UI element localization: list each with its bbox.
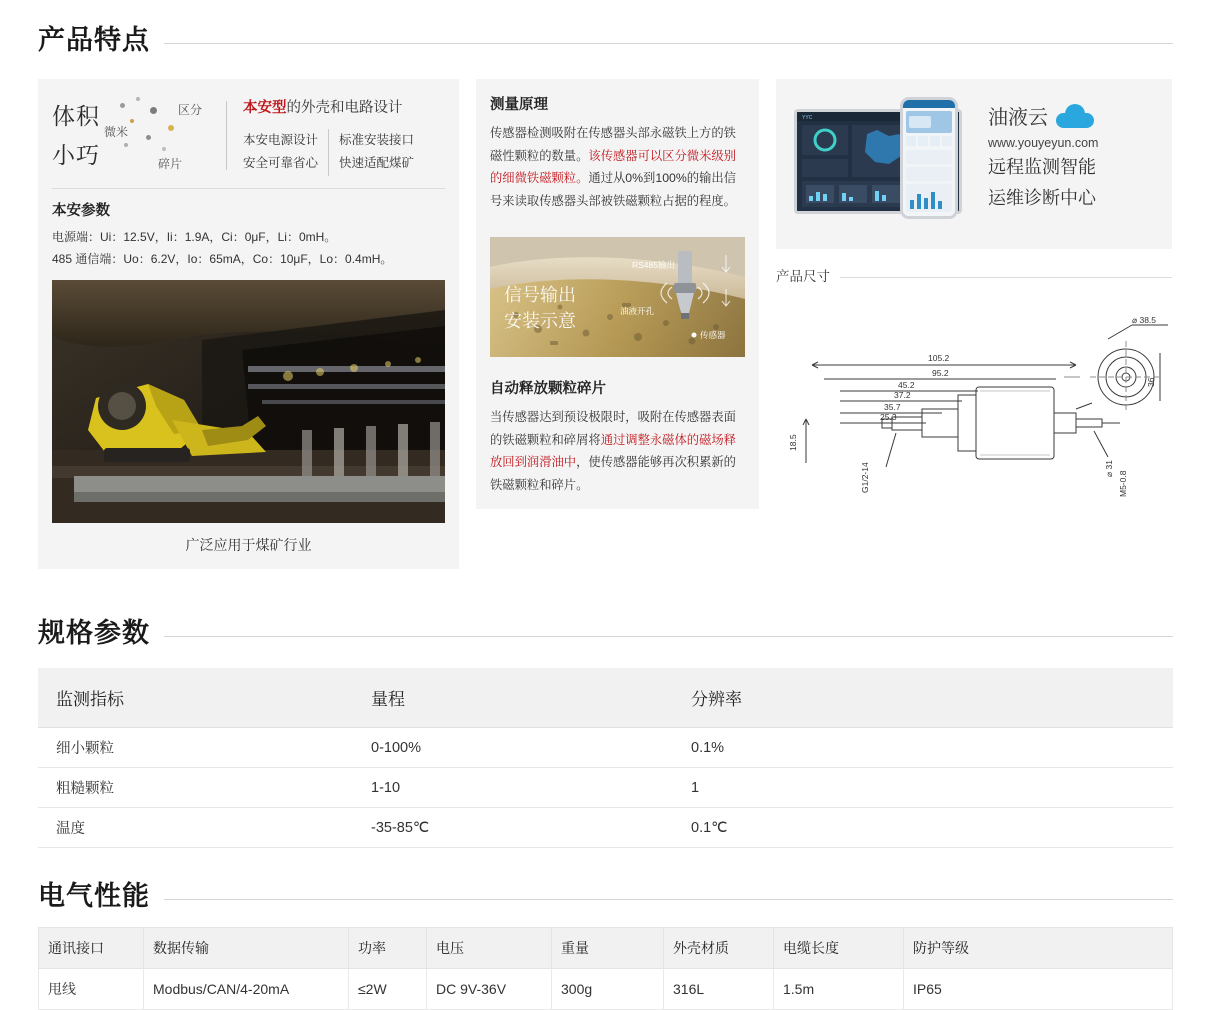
table-row — [38, 728, 1173, 768]
dim-95-2: 95.2 — [932, 368, 949, 378]
elec-col-material: 外壳材质 — [664, 928, 774, 969]
overlay-line1: 信号输出 — [504, 284, 576, 305]
table-row — [38, 808, 1173, 848]
section-header-specs — [0, 611, 1211, 650]
title-rest: 的外壳和电路设计 — [286, 100, 403, 116]
table-header-row — [39, 928, 1173, 969]
cloud-text-block — [988, 79, 1098, 249]
cloud-desc-line1: 远程监测智能 — [988, 157, 1096, 177]
auto-release-highlight: 通过调整永磁体的磁场释放回到润滑油中 — [490, 432, 736, 470]
cloud-icon — [1056, 104, 1094, 128]
cell-power: ≤2W — [349, 969, 427, 1010]
card-measurement-principle — [476, 79, 759, 509]
dim-31: ⌀ 31 — [1104, 460, 1114, 477]
cell-resolution: 0.1℃ — [673, 808, 1173, 848]
particle-illustration — [104, 95, 216, 171]
cell-transmission: Modbus/CAN/4-20mA — [144, 969, 349, 1010]
params-line-485: 485 通信端：Uo：6.2V，Io：65mA，Co：10μF，Lo：0.4mH。 — [52, 252, 393, 267]
label-sensor: 传感器 — [700, 329, 726, 340]
cell-resolution: 0.1% — [673, 728, 1173, 768]
cell-range: 1-10 — [353, 768, 673, 808]
dim-18-5: 18.5 — [788, 434, 798, 451]
auto-release-block — [476, 357, 759, 509]
cloud-brand — [988, 101, 1098, 130]
column-divider — [328, 129, 329, 177]
dim-thread-side: M5-0.8 — [1118, 470, 1128, 497]
elec-col-protection: 防护等级 — [904, 928, 1173, 969]
principle-text-part1: 传感器检测吸附在传感器头部永磁铁上方的铁磁性颗粒的数量。 — [490, 126, 736, 163]
particle-dot — [124, 143, 128, 147]
card-a-top — [38, 79, 459, 186]
big-text-line1: 体积 — [52, 103, 100, 129]
intrinsic-safety-params — [38, 189, 459, 280]
specs-table-wrapper — [0, 650, 1211, 848]
specs-col-metric: 监测指标 — [38, 668, 353, 728]
coal-mine-photo-graphic — [52, 280, 445, 523]
dot-label-qufen: 区分 — [178, 103, 203, 117]
particle-dot — [136, 97, 140, 101]
auto-release-part2: ，使传感器能够再次积累新的铁磁颗粒和碎片。 — [490, 455, 736, 493]
specs-col-resolution: 分辨率 — [673, 668, 1173, 728]
vertical-divider — [226, 101, 227, 170]
particle-dot — [130, 119, 134, 123]
electrical-table — [38, 927, 1173, 1010]
cell-metric: 粗糙颗粒 — [38, 768, 353, 808]
dim-36: 36 — [1146, 377, 1156, 387]
dimension-rule — [840, 277, 1172, 278]
photo-wrapper — [38, 280, 459, 523]
principle-text — [490, 122, 745, 213]
elec-col-power: 功率 — [349, 928, 427, 969]
principle-text-highlight: 该传感器可以区分微米级别的细微铁磁颗粒。 — [490, 148, 736, 186]
card-a-bigtext — [52, 95, 100, 176]
table-row — [38, 768, 1173, 808]
particle-dot — [150, 107, 157, 114]
principle-title: 测量原理 — [490, 97, 548, 113]
specs-table — [38, 668, 1173, 848]
card-cloud-and-dimensions — [776, 79, 1172, 521]
elec-col-cable: 电缆长度 — [774, 928, 904, 969]
feature-col2-line1: 标准安装接口 — [339, 132, 415, 147]
dim-105-2: 105.2 — [928, 353, 950, 363]
overlay-line2: 安装示意 — [504, 310, 576, 331]
cell-voltage: DC 9V-36V — [427, 969, 552, 1010]
section-title-electrical: 电气性能 — [38, 881, 150, 912]
title-strong: 本安型 — [243, 100, 287, 116]
electrical-table-wrapper — [0, 913, 1211, 1010]
feature-col-2 — [339, 129, 414, 177]
section-header-electrical — [0, 874, 1211, 913]
dim-45-2: 45.2 — [898, 380, 915, 390]
label-rs485: RS485输出 — [632, 259, 675, 270]
feature-col1-line2: 安全可靠省心 — [243, 156, 319, 171]
phone-screen-graphic — [903, 100, 955, 216]
cell-metric: 细小颗粒 — [38, 728, 353, 768]
label-oil-hole: 油液开孔 — [620, 305, 655, 316]
cell-material: 316L — [664, 969, 774, 1010]
dot-label-weimi: 微米 — [104, 125, 129, 139]
features-row — [0, 57, 1211, 569]
card-a-right — [243, 95, 414, 176]
dimension-drawing-graphic — [776, 291, 1172, 521]
cell-weight: 300g — [552, 969, 664, 1010]
brand-name: 油液云 — [988, 107, 1048, 129]
photo-caption: 广泛应用于煤矿行业 — [185, 537, 312, 554]
elec-col-transmission: 数据传输 — [144, 928, 349, 969]
header-rule — [164, 43, 1173, 44]
explosion-proof-title — [243, 95, 414, 123]
auto-release-text — [490, 406, 745, 497]
principle-text-part2: 通过从0%到100%的输出信号来读取传感器头部被铁磁颗粒占据的程度。 — [490, 171, 736, 209]
cell-range: -35-85℃ — [353, 808, 673, 848]
particle-dot — [120, 103, 125, 108]
dimension-section-header — [776, 265, 1172, 285]
dot-label-suipian: 碎片 — [158, 157, 183, 171]
dim-thread-g: G1/2-14 — [860, 462, 870, 493]
cell-protection: IP65 — [904, 969, 1173, 1010]
dim-35-7: 35.7 — [884, 402, 901, 412]
dimension-title: 产品尺寸 — [776, 269, 830, 284]
coal-mine-photo — [52, 280, 445, 523]
dim-25-3: 25.3 — [880, 412, 897, 422]
dimension-drawing — [776, 291, 1172, 521]
particle-dot — [168, 125, 174, 131]
feature-col-1 — [243, 129, 318, 177]
device-mockups — [776, 79, 988, 249]
table-row — [39, 969, 1173, 1010]
cell-interface: 甩线 — [39, 969, 144, 1010]
cell-range: 0-100% — [353, 728, 673, 768]
params-line-power: 电源端：Ui：12.5V，Ii：1.9A，Ci：0μF，Li：0mH。 — [52, 230, 337, 245]
auto-release-title: 自动释放颗粒碎片 — [490, 380, 606, 397]
principle-block — [476, 79, 759, 225]
params-heading: 本安参数 — [52, 203, 110, 220]
cell-cable: 1.5m — [774, 969, 904, 1010]
section-header-features — [0, 0, 1211, 57]
feature-columns — [243, 129, 414, 177]
dim-37-2: 37.2 — [894, 390, 911, 400]
particle-dot — [162, 147, 166, 151]
header-rule — [164, 636, 1173, 637]
cell-resolution: 1 — [673, 768, 1173, 808]
signal-output-diagram — [490, 237, 745, 357]
specs-col-range: 量程 — [353, 668, 673, 728]
header-rule — [164, 899, 1173, 900]
section-title-features: 产品特点 — [38, 25, 150, 55]
feature-col1-line1: 本安电源设计 — [243, 132, 319, 147]
auto-release-part1: 当传感器达到预设极限时，吸附在传感器表面的铁磁颗粒和碎屑将 — [490, 409, 736, 447]
feature-col2-line2: 快速适配煤矿 — [339, 156, 415, 171]
cloud-url: www.youyeyun.com — [988, 136, 1099, 150]
svg-text:YYC: YYC — [802, 115, 813, 121]
dim-top-diameter: ⌀ 38.5 — [1132, 315, 1157, 325]
phone-mockup — [900, 97, 958, 219]
elec-col-interface: 通讯接口 — [39, 928, 144, 969]
elec-col-weight: 重量 — [552, 928, 664, 969]
elec-col-voltage: 电压 — [427, 928, 552, 969]
section-title-specs: 规格参数 — [38, 618, 150, 649]
cloud-platform-panel — [776, 79, 1172, 249]
particle-dot — [146, 135, 151, 140]
big-text-line2: 小巧 — [52, 141, 100, 168]
table-header-row — [38, 668, 1173, 728]
cell-metric: 温度 — [38, 808, 353, 848]
cloud-desc-line2: 运维诊断中心 — [988, 188, 1096, 208]
card-compact-size — [38, 79, 459, 569]
